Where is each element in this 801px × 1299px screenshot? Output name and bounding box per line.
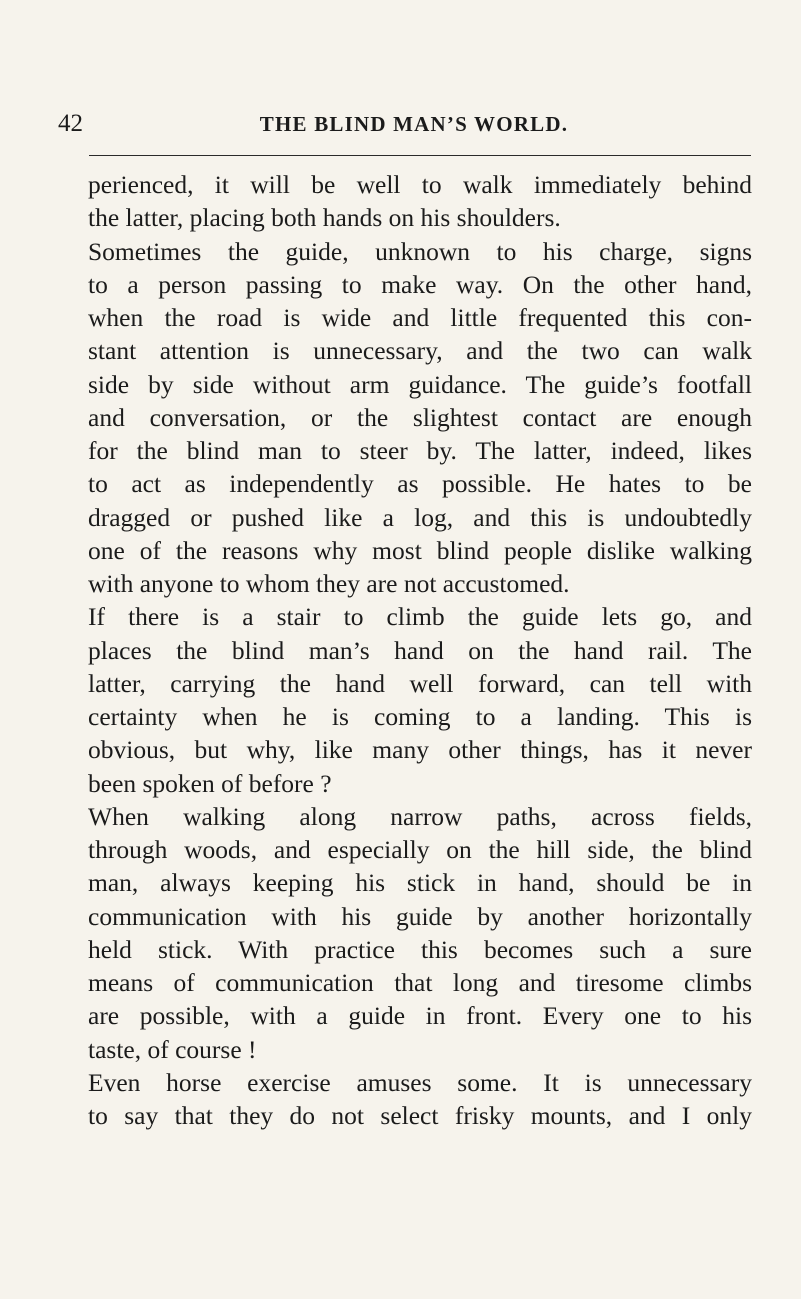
text-line: to say that they do not select frisky mounts, and I only: [88, 1101, 752, 1130]
text-line: the latter, placing both hands on his shoulders.: [88, 203, 561, 233]
text-line: for the blind man to steer by. The latter, indeed, likes: [88, 436, 752, 465]
text-line: taste, of course !: [88, 1034, 257, 1064]
text-line: held stick. With practice this becomes such a sure: [88, 934, 752, 964]
text-line: are possible, with a guide in front. Every one to his: [88, 1001, 752, 1031]
text-line: dragged or pushed like a log, and this is undoubtedly: [88, 502, 752, 532]
text-line: places the blind man’s hand on the hand rail. The: [88, 635, 752, 665]
text-line: through woods, and especially on the hill side, the blind: [88, 835, 752, 864]
text-line: stant attention is unnecessary, and the two can walk: [88, 336, 752, 366]
page-number: 42: [58, 110, 83, 137]
text-line: certainty when he is coming to a landing. This is: [88, 702, 752, 731]
text-line: and conversation, or the slightest contact are enough: [88, 402, 752, 432]
text-line: obvious, but why, like many other things, has it never: [88, 735, 752, 765]
text-line: Even horse exercise amuses some. It is unnecessary: [88, 1067, 752, 1097]
text-line: with anyone to whom they are not accustomed.: [88, 569, 570, 598]
text-line: Sometimes the guide, unknown to his charge, signs: [88, 236, 752, 266]
text-line: one of the reasons why most blind people dislike walking: [88, 535, 752, 565]
text-line: when the road is wide and little frequented this con-: [88, 303, 752, 332]
body-text: [88, 168, 752, 1132]
page-header: [58, 104, 750, 144]
text-line: side by side without arm guidance. The guide’s footfall: [88, 369, 752, 399]
text-line: to act as independently as possible. He hates to be: [88, 469, 752, 499]
text-line: means of communication that long and tiresome climbs: [88, 968, 752, 997]
running-head: THE BLIND MAN’S WORLD.: [259, 112, 569, 136]
text-line: perienced, it will be well to walk immediately behind: [88, 170, 752, 199]
text-line: latter, carrying the hand well forward, can tell with: [88, 668, 752, 698]
header-rule: [89, 155, 751, 156]
text-line: to a person passing to make way. On the other hand,: [88, 269, 752, 299]
text-line: If there is a stair to climb the guide lets go, and: [88, 602, 752, 632]
text-line: been spoken of before ?: [88, 768, 332, 798]
text-line: man, always keeping his stick in hand, should be in: [88, 868, 752, 898]
text-line: When walking along narrow paths, across fields,: [88, 801, 752, 831]
text-line: communication with his guide by another horizontally: [88, 901, 752, 931]
